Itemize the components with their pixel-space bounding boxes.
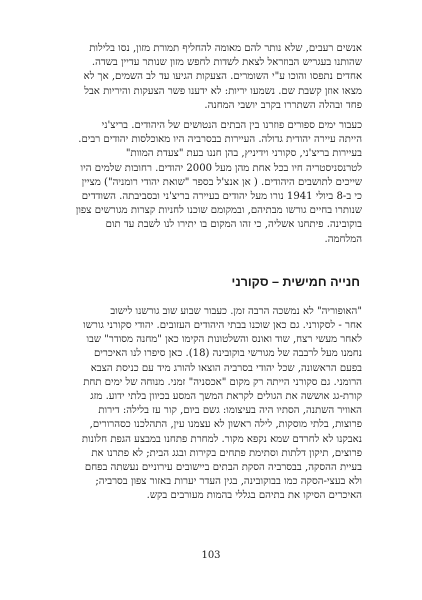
page-number: 103: [201, 550, 221, 561]
section-paragraph-1: "האופוריה" לא נמשכה הרבה זמן. כעבור שבוע שוב גורשנו לישוב אחר - לסקורני. גם כאן שוכנו בבתי היהודים העזובים. יהודי סקורני גורשו לאחר מעשי רצח, שוד ואונס והשלטונות הקימו כאן "מחנה מסודר" שבו נחמנו מעל לרבבה של מגורשי בוקובינה (18). כאן סיפרו לנו האיכרים בפעם הראשונה, שכל יהודי בסרביה הוצאו להורג מיד עם כניסת הצבא הרומני. גם סקורני הייתה רק מקום "אכסניה" זמני. מנוחה של ימים תחת קורת-גג אוששה את הגולים לקראת המשך המסע בכיוון בלתי ידוע. מזג האוויר השתנה, הסתיו היה בעיצומו: גשם ביום, קור עז בלילה: דירות פרוצות, בלתי מוסקות, לילה ראשון לא עצמנו עין, התהלכנו כסהרורים, נאבקנו לא לחרדם שמא נקפא מקור. למחרת פתחנו במבצע הגפת חלונות פרוצים, תיקון דלתות וסתימת פתחים בקירות ובגג הבית; לא פתרנו את בעיית ההסקה, בבסרביה הסקת הבתים ביישובים עירוניים נעשתה בפחם ולא בעצי-הסקה כמו בבוקובינה, בגין העדר יערות באזור צפון בסרביה; האיכרים הסיקו את בתיהם בגללי בהמות מעורבים בקש.: [81, 305, 362, 502]
section-title: חנייה חמישית – סקורני: [231, 274, 360, 289]
paragraph-2: כעבור ימים ספורים פוזרנו בין הבתים הנטושים של היהודים. בריצ'ני הייתה עיירה יהודית גדולה. העיירות בבסרביה היו מאוכלסות יהודים רבים. בעיירות בריצ'ני, סקורני וידיניץ, בהן חננו בעת "צעדת המוות" לטרנסניסטריה חיו בכל אחת מהן מעל 2000 יהודים. רחובות שלמים היו שייכים לתושבים היהודים. ( אן אנצ'ל בספר "שואת יהודי רומניה") מציין כי ב-8 ביולי 1941 נורו מעל יהודים בעיירה בריצ'ני ובסביבתה. השודדים שנותרו בחיים גורשו מבתיהם, ובמקומם שוכנו לחניות קצרות מגורשים צפון בוקובינה. פיתחנו אשליה, כי זהו המקום בו יתירו לנו לשבת עד תום המלחמה.: [75, 120, 362, 245]
paragraph-1: אנשים רעבים, שלא נותר להם מאומה להחליף תמורת מזון, נסו בלילות שהותנו בעגריש הבוזראל לצאת לשדות לחפש מזון שנותר עדיין בשדה. אחדים נתפסו והוכו ע"י השומרים. הצעקות הגיעו עד לב השמים, אך לא מצאו אוזן קשבת שם. נשמעו יריות: לא ידענו פשר הצעקות והיריות אבל פחד ובהלה השתררו בקרב יושבי המחנה.: [83, 43, 362, 111]
